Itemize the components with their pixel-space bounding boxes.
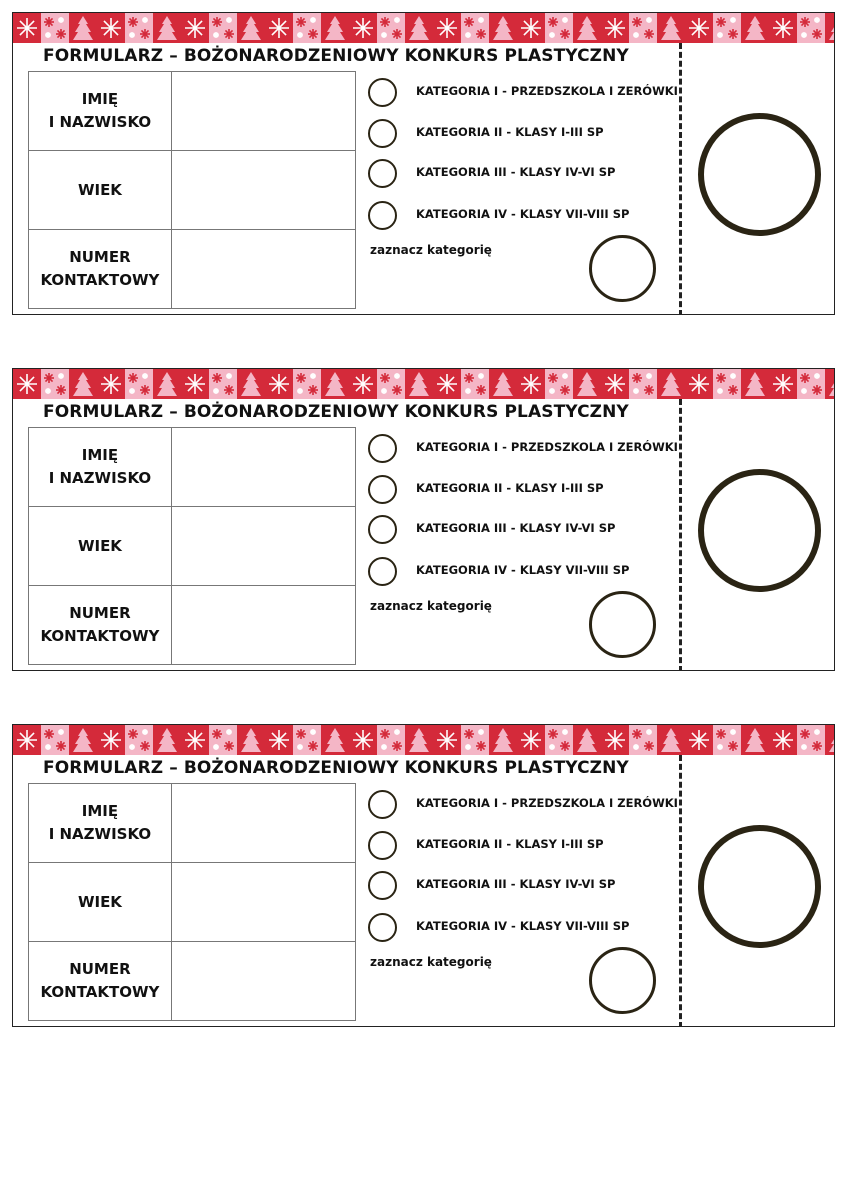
stars-icon <box>125 725 153 755</box>
banner-pattern <box>13 13 834 43</box>
stars-icon <box>377 725 405 755</box>
christmas-tree-icon <box>657 369 685 399</box>
christmas-banner <box>13 369 834 399</box>
stars-icon <box>545 13 573 43</box>
stars-icon <box>545 725 573 755</box>
stamp-circle-small <box>589 591 656 658</box>
form-title: FORMULARZ – BOŻONARODZENIOWY KONKURS PLASTYCZNY <box>43 758 629 778</box>
category-radio[interactable] <box>368 557 397 586</box>
cut-line <box>679 43 682 315</box>
christmas-tree-icon <box>405 13 433 43</box>
form-title: FORMULARZ – BOŻONARODZENIOWY KONKURS PLASTYCZNY <box>43 402 629 422</box>
christmas-tree-icon <box>237 725 265 755</box>
age-field[interactable] <box>171 151 355 230</box>
category-label: KATEGORIA II - KLASY I-III SP <box>416 837 604 851</box>
category-radio[interactable] <box>368 159 397 188</box>
snowflake-icon <box>97 369 125 399</box>
category-label: KATEGORIA I - PRZEDSZKOLA I ZERÓWKI <box>416 440 678 454</box>
category-label: KATEGORIA II - KLASY I-III SP <box>416 125 604 139</box>
christmas-tree-icon <box>69 725 97 755</box>
stars-icon <box>209 13 237 43</box>
name-field[interactable] <box>171 428 355 507</box>
christmas-tree-icon <box>405 369 433 399</box>
snowflake-icon <box>181 369 209 399</box>
snowflake-icon <box>769 13 797 43</box>
snowflake-icon <box>13 13 41 43</box>
snowflake-icon <box>97 13 125 43</box>
name-label: IMIĘ I NAZWISKO <box>29 72 172 151</box>
snowflake-icon <box>769 725 797 755</box>
christmas-tree-icon <box>153 725 181 755</box>
category-radio[interactable] <box>368 790 397 819</box>
christmas-tree-icon <box>321 369 349 399</box>
banner-pattern <box>13 725 834 755</box>
personal-info-table <box>28 71 356 309</box>
snowflake-icon <box>349 369 377 399</box>
category-label: KATEGORIA IV - KLASY VII-VIII SP <box>416 919 630 933</box>
snowflake-icon <box>265 13 293 43</box>
age-field[interactable] <box>171 863 355 942</box>
stars-icon <box>797 369 825 399</box>
entry-form-3 <box>12 724 835 1027</box>
snowflake-icon <box>517 725 545 755</box>
stamp-circle-large <box>698 113 821 236</box>
personal-info-table <box>28 783 356 1021</box>
christmas-tree-icon <box>825 369 834 399</box>
form-title: FORMULARZ – BOŻONARODZENIOWY KONKURS PLASTYCZNY <box>43 46 629 66</box>
snowflake-icon <box>13 369 41 399</box>
category-label: KATEGORIA I - PRZEDSZKOLA I ZERÓWKI <box>416 796 678 810</box>
stamp-circle-large <box>698 469 821 592</box>
category-hint: zaznacz kategorię <box>370 599 492 613</box>
stars-icon <box>293 725 321 755</box>
christmas-tree-icon <box>153 369 181 399</box>
snowflake-icon <box>181 725 209 755</box>
stars-icon <box>209 369 237 399</box>
snowflake-icon <box>517 13 545 43</box>
contact-label: NUMER KONTAKTOWY <box>29 586 172 665</box>
christmas-banner <box>13 725 834 755</box>
stars-icon <box>377 369 405 399</box>
stamp-circle-small <box>589 947 656 1014</box>
snowflake-icon <box>97 725 125 755</box>
christmas-tree-icon <box>237 13 265 43</box>
stars-icon <box>41 725 69 755</box>
banner-pattern <box>13 369 834 399</box>
snowflake-icon <box>685 13 713 43</box>
category-label: KATEGORIA III - KLASY IV-VI SP <box>416 165 616 179</box>
contact-label: NUMER KONTAKTOWY <box>29 942 172 1021</box>
category-radio[interactable] <box>368 119 397 148</box>
stars-icon <box>293 369 321 399</box>
christmas-tree-icon <box>69 369 97 399</box>
stars-icon <box>461 369 489 399</box>
christmas-tree-icon <box>741 369 769 399</box>
christmas-tree-icon <box>573 725 601 755</box>
stars-icon <box>293 13 321 43</box>
contact-field[interactable] <box>171 942 355 1021</box>
category-radio[interactable] <box>368 78 397 107</box>
stars-icon <box>797 13 825 43</box>
age-field[interactable] <box>171 507 355 586</box>
stars-icon <box>713 369 741 399</box>
category-radio[interactable] <box>368 515 397 544</box>
christmas-tree-icon <box>657 725 685 755</box>
christmas-tree-icon <box>321 13 349 43</box>
name-field[interactable] <box>171 784 355 863</box>
category-label: KATEGORIA I - PRZEDSZKOLA I ZERÓWKI <box>416 84 678 98</box>
stars-icon <box>713 725 741 755</box>
contact-field[interactable] <box>171 230 355 309</box>
snowflake-icon <box>433 13 461 43</box>
snowflake-icon <box>517 369 545 399</box>
stars-icon <box>797 725 825 755</box>
snowflake-icon <box>433 369 461 399</box>
entry-form-1 <box>12 12 835 315</box>
christmas-tree-icon <box>825 13 834 43</box>
category-radio[interactable] <box>368 201 397 230</box>
category-radio[interactable] <box>368 831 397 860</box>
contact-label: NUMER KONTAKTOWY <box>29 230 172 309</box>
category-label: KATEGORIA IV - KLASY VII-VIII SP <box>416 207 630 221</box>
name-label: IMIĘ I NAZWISKO <box>29 784 172 863</box>
name-label: IMIĘ I NAZWISKO <box>29 428 172 507</box>
christmas-tree-icon <box>741 13 769 43</box>
christmas-tree-icon <box>573 369 601 399</box>
cut-line <box>679 755 682 1027</box>
category-label: KATEGORIA II - KLASY I-III SP <box>416 481 604 495</box>
stars-icon <box>41 13 69 43</box>
stars-icon <box>125 13 153 43</box>
christmas-tree-icon <box>237 369 265 399</box>
snowflake-icon <box>601 13 629 43</box>
snowflake-icon <box>181 13 209 43</box>
stars-icon <box>125 369 153 399</box>
stars-icon <box>209 725 237 755</box>
christmas-tree-icon <box>69 13 97 43</box>
stars-icon <box>461 725 489 755</box>
stars-icon <box>629 369 657 399</box>
age-label: WIEK <box>29 507 172 586</box>
christmas-tree-icon <box>825 725 834 755</box>
christmas-tree-icon <box>489 13 517 43</box>
name-field[interactable] <box>171 72 355 151</box>
snowflake-icon <box>13 725 41 755</box>
category-hint: zaznacz kategorię <box>370 243 492 257</box>
christmas-tree-icon <box>321 725 349 755</box>
stars-icon <box>41 369 69 399</box>
category-label: KATEGORIA III - KLASY IV-VI SP <box>416 877 616 891</box>
category-hint: zaznacz kategorię <box>370 955 492 969</box>
category-radio[interactable] <box>368 434 397 463</box>
category-radio[interactable] <box>368 913 397 942</box>
snowflake-icon <box>685 369 713 399</box>
category-label: KATEGORIA III - KLASY IV-VI SP <box>416 521 616 535</box>
christmas-tree-icon <box>405 725 433 755</box>
contact-field[interactable] <box>171 586 355 665</box>
stamp-circle-large <box>698 825 821 948</box>
stamp-circle-small <box>589 235 656 302</box>
stars-icon <box>629 725 657 755</box>
christmas-tree-icon <box>489 725 517 755</box>
snowflake-icon <box>769 369 797 399</box>
snowflake-icon <box>349 725 377 755</box>
christmas-tree-icon <box>489 369 517 399</box>
christmas-tree-icon <box>657 13 685 43</box>
christmas-tree-icon <box>573 13 601 43</box>
cut-line <box>679 399 682 671</box>
stars-icon <box>461 13 489 43</box>
snowflake-icon <box>601 725 629 755</box>
age-label: WIEK <box>29 863 172 942</box>
stars-icon <box>629 13 657 43</box>
stars-icon <box>377 13 405 43</box>
stars-icon <box>713 13 741 43</box>
stars-icon <box>545 369 573 399</box>
category-radio[interactable] <box>368 871 397 900</box>
age-label: WIEK <box>29 151 172 230</box>
snowflake-icon <box>685 725 713 755</box>
category-label: KATEGORIA IV - KLASY VII-VIII SP <box>416 563 630 577</box>
entry-form-2 <box>12 368 835 671</box>
snowflake-icon <box>265 725 293 755</box>
personal-info-table <box>28 427 356 665</box>
christmas-banner <box>13 13 834 43</box>
snowflake-icon <box>601 369 629 399</box>
christmas-tree-icon <box>153 13 181 43</box>
christmas-tree-icon <box>741 725 769 755</box>
category-radio[interactable] <box>368 475 397 504</box>
snowflake-icon <box>265 369 293 399</box>
snowflake-icon <box>433 725 461 755</box>
snowflake-icon <box>349 13 377 43</box>
